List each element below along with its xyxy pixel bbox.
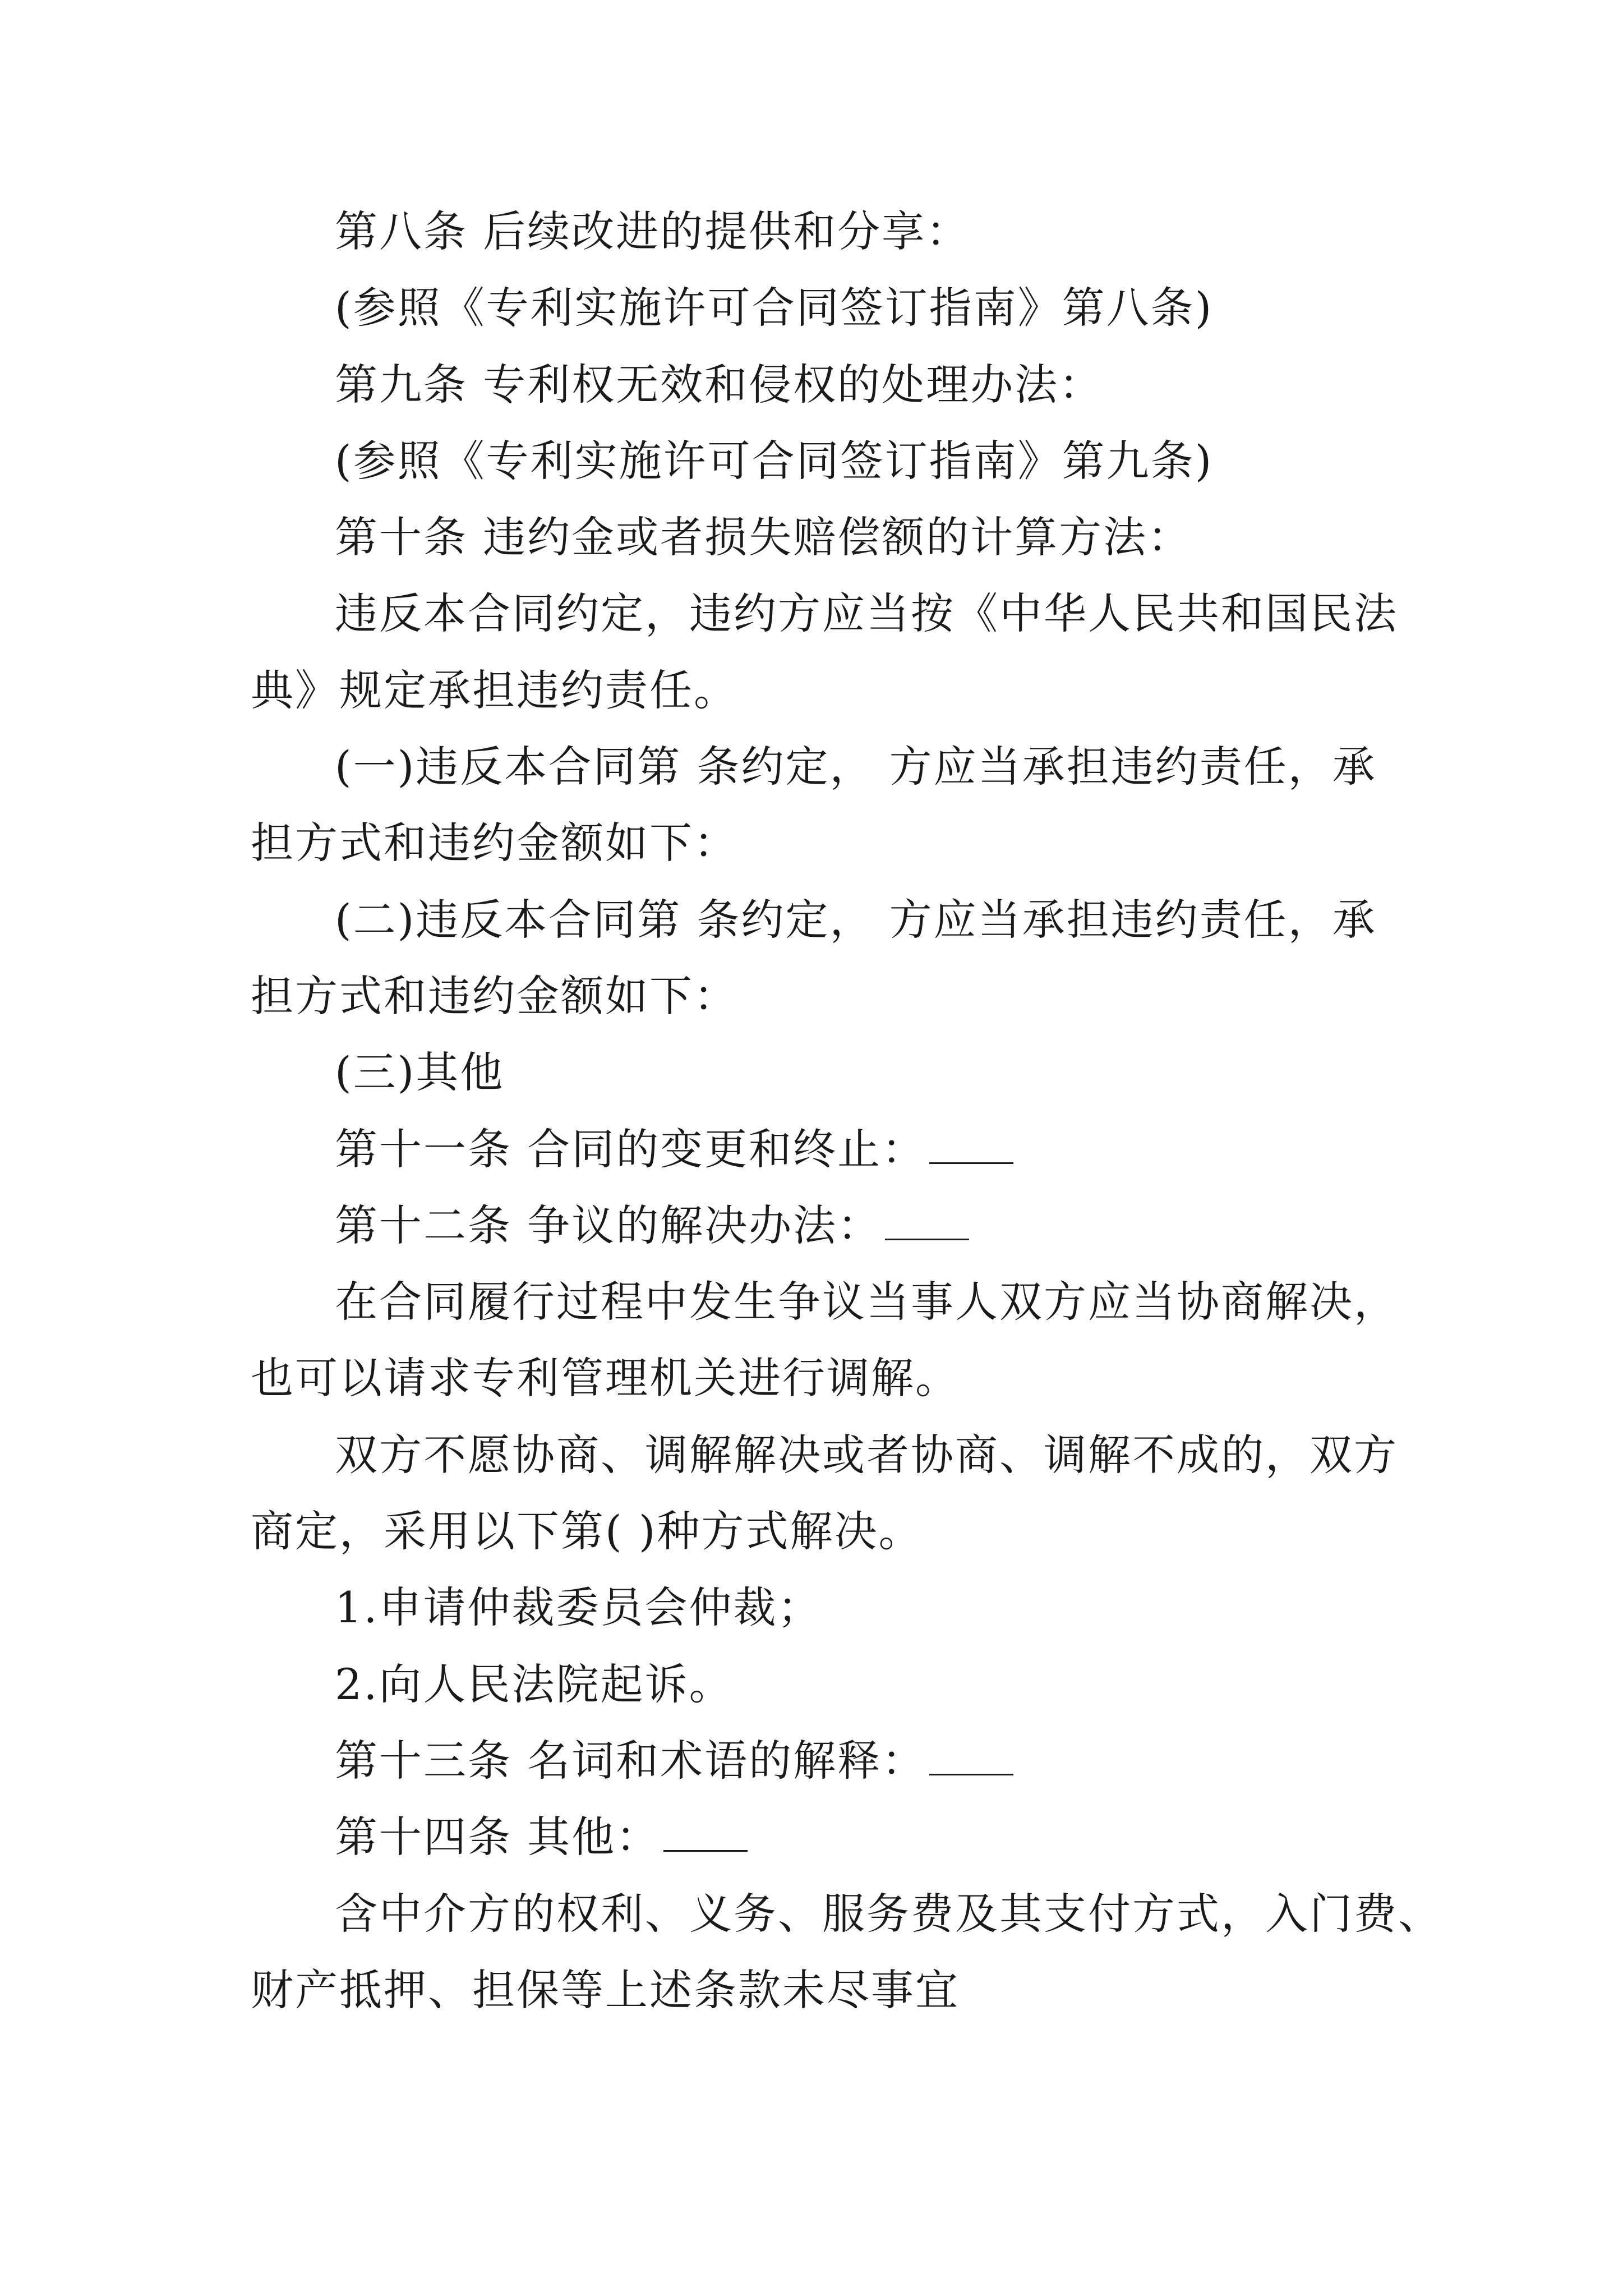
line-text: (一)违反本合同第 条约定， 方应当承担违约责任，承 (335, 742, 1377, 792)
text-line (251, 423, 1386, 499)
line-text: 也可以请求专利管理机关进行调解。 (251, 1353, 960, 1404)
line-text: (参照《专利实施许可合同签订指南》第八条) (335, 283, 1214, 333)
text-line (251, 729, 1386, 805)
text-line (251, 1111, 1386, 1188)
text-line (251, 1570, 1386, 1646)
line-text: 第十三条 名词和术语的解释： (335, 1735, 926, 1786)
text-line (251, 194, 1386, 270)
text-line (251, 1799, 1386, 1875)
line-text: 第九条 专利权无效和侵权的处理办法： (335, 359, 1104, 409)
line-text: 第十四条 其他： (335, 1812, 661, 1862)
line-text: 第十条 违约金或者损失赔偿额的计算方法： (335, 512, 1192, 563)
line-text: (二)违反本合同第 条约定， 方应当承担违约责任，承 (335, 894, 1377, 945)
text-line (251, 652, 1386, 729)
text-line (251, 882, 1386, 958)
line-text: 担方式和违约金额如下： (251, 970, 738, 1021)
line-text: 担方式和违约金额如下： (251, 818, 738, 868)
line-text: 2.向人民法院起诉。 (335, 1659, 734, 1709)
text-line (251, 1034, 1386, 1111)
text-line (251, 805, 1386, 881)
line-text: 第十一条 合同的变更和终止： (335, 1124, 926, 1174)
document-body (251, 194, 1442, 2028)
line-text: (三)其他 (335, 1047, 505, 1098)
line-text: 典》规定承担违约责任。 (251, 665, 738, 715)
line-text: 在合同履行过程中发生争议当事人双方应当协商解决， (335, 1277, 1398, 1327)
line-text: 财产抵押、担保等上述条款未尽事宜 (251, 1964, 960, 2015)
line-text: 违反本合同约定，违约方应当按《中华人民共和国民法 (335, 588, 1398, 639)
line-text: 第八条 后续改进的提供和分享： (335, 206, 971, 256)
fill-in-blank (885, 1205, 969, 1240)
text-line (251, 576, 1398, 652)
text-line (251, 1646, 1386, 1723)
text-line (251, 499, 1386, 576)
text-line (251, 1340, 1386, 1416)
line-text: 含中介方的权利、义务、服务费及其支付方式，入门费、 (335, 1888, 1442, 1939)
line-text: (参照《专利实施许可合同签订指南》第九条) (335, 435, 1214, 486)
text-line (251, 1723, 1386, 1799)
text-line (251, 1952, 1386, 2028)
fill-in-blank (929, 1740, 1013, 1775)
text-line (251, 1876, 1442, 1952)
line-text: 1.申请仲裁委员会仲裁； (335, 1582, 822, 1633)
text-line (251, 1493, 1386, 1570)
line-text: 双方不愿协商、调解解决或者协商、调解不成的，双方 (335, 1429, 1398, 1480)
line-text: 第十二条 争议的解决办法： (335, 1200, 882, 1250)
fill-in-blank (929, 1129, 1013, 1164)
text-line (251, 1264, 1398, 1340)
fill-in-blank (663, 1816, 748, 1852)
line-text: 商定，采用以下第( )种方式解决。 (251, 1506, 923, 1557)
text-line (251, 958, 1386, 1034)
text-line (251, 1188, 1386, 1264)
text-line (251, 347, 1386, 423)
text-line (251, 270, 1386, 346)
text-line (251, 1417, 1398, 1493)
